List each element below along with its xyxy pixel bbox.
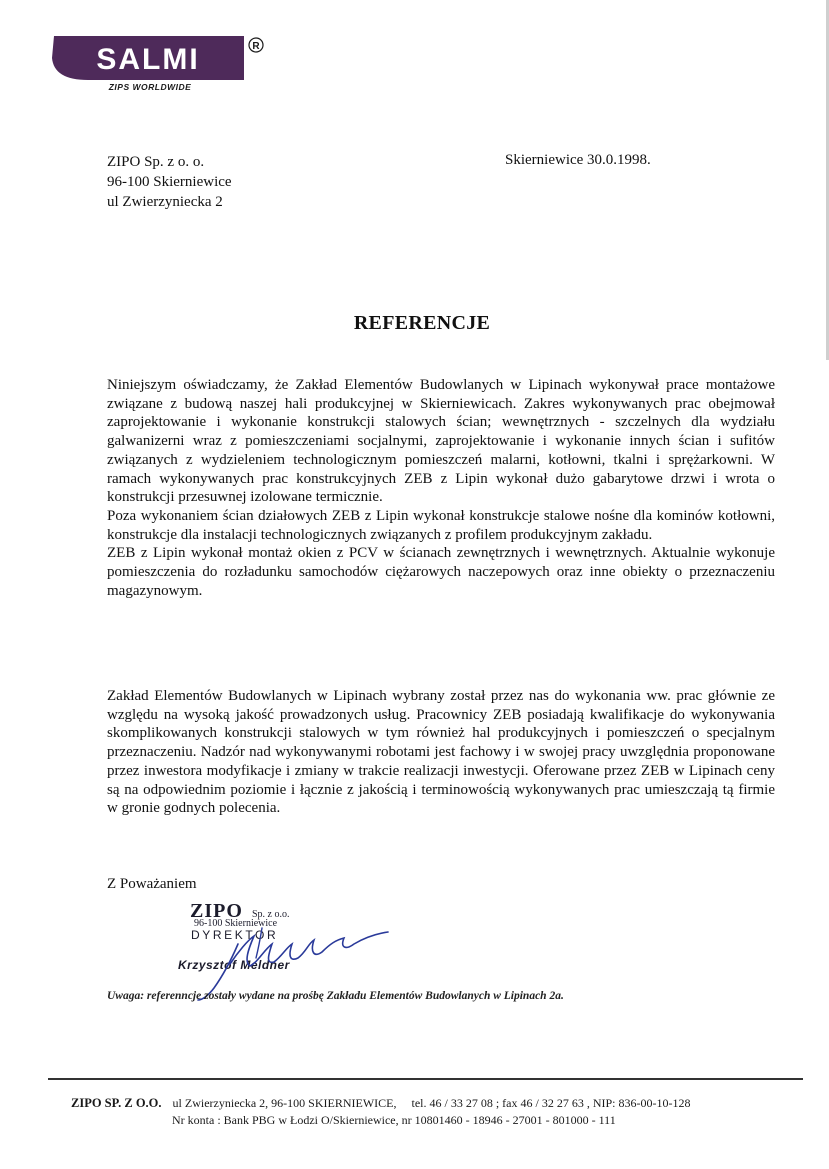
logo-tagline: ZIPS WORLDWIDE xyxy=(108,82,192,92)
svg-text:R: R xyxy=(252,41,260,52)
footer-bank: Nr konta : Bank PBG w Łodzi O/Skierniewice, nr 10801460 - 18946 - 27001 - 801000 - 111 xyxy=(172,1113,616,1127)
body-section-1 xyxy=(107,376,775,600)
letter-date: Skierniewice 30.0.1998. xyxy=(505,152,651,168)
sender-address xyxy=(107,152,232,212)
document-title: REFERENCJE xyxy=(353,312,491,334)
stamp-address: 96-100 Skierniewice xyxy=(194,918,278,929)
body-section-2 xyxy=(107,687,775,818)
closing-greeting: Z Poważaniem xyxy=(107,876,197,892)
stamp-person: Krzysztof Meldner xyxy=(178,958,290,972)
sender-postal: 96-100 Skierniewice xyxy=(107,174,232,190)
stamp-legal-form: Sp. z o.o. xyxy=(252,909,290,920)
footer-company: ZIPO SP. Z O.O. xyxy=(71,1096,162,1110)
footer-address: ul Zwierzyniecka 2, 96-100 SKIERNIEWICE, xyxy=(172,1096,397,1110)
sender-street: ul Zwierzyniecka 2 xyxy=(107,194,223,210)
footer-contact: tel. 46 / 33 27 08 ; fax 46 / 32 27 63 , NIP: 836-00-10-128 xyxy=(411,1096,691,1110)
paragraph: ZEB z Lipin wykonał montaż okien z PCV w ścianach zewnętrznych i wewnętrznych. Aktualnie wykonuje pomieszczenia do rozładunku samochodów ciężarowych naczepowych oraz inne obiekty o przeznaczeniu magazynowym. xyxy=(107,545,775,599)
reference-note: Uwaga: referenncje zostały wydane na prośbę Zakładu Elementów Budowlanych w Lipinach 2a. xyxy=(107,990,564,1002)
footer-line-1 xyxy=(71,1095,690,1111)
stamp-role: DYREKTOR xyxy=(191,928,279,942)
paragraph: Poza wykonaniem ścian działowych ZEB z Lipin wykonał konstrukcje stalowe nośne dla kominów kotłowni, konstrukcje dla instalacji technologicznych związanych z profilem produkcyjnym zakładu. xyxy=(107,507,775,543)
stamp-company: ZIPO xyxy=(190,900,243,922)
paragraph: Zakład Elementów Budowlanych w Lipinach wybrany został przez nas do wykonania ww. prac głównie ze względu na wysoką jakość prowadzonych usług. Pracownicy ZEB posiadają kwalifikacje do wykonywania skomplikowanych konstrukcji stalowych w tym również hal produkcyjnych i pomieszczeń o specjalnym przeznaczeniu. Nadzór nad wykonywanymi robotami jest fachowy i w swojej pracy uwzględnia proponowane przez inwestora modyfikacje i zmiany w trakcie realizacji inwestycji. Oferowane przez ZEB w Lipinach ceny są na odpowiednim poziomie i łącznie z jakością i terminowością wykonywanych prac umieszczają tą firmie w gronie godnych polecenia. xyxy=(107,688,775,817)
sender-name: ZIPO Sp. z o. o. xyxy=(107,154,205,170)
logo-brand: SALMI xyxy=(96,43,200,76)
paragraph: Niniejszym oświadczamy, że Zakład Elementów Budowlanych w Lipinach wykonywał prace montażowe związane z budową naszej hali produkcyjnej w Skierniewicach. Zakres wykonywanych prac obejmował zaprojektowanie i wykonanie konstrukcji stalowych ścian; wewnętrznych - szczelnych dla wydziału galwanizerni wraz z pomieszczeniami socjalnymi, zaprojektowanie i wykonanie innych ścian i sufitów związanych z wydzieleniem technologicznym pomieszczeń malarni, kotłowni, tkalni i sprężarkowni. W ramach wykonywanych prac konstrukcyjnych ZEB z Lipin wykonał dużo gabarytowe drzwi i wrota o konstrukcji przesuwnej izolowane termicznie. xyxy=(107,377,775,506)
footer-divider xyxy=(48,1078,803,1080)
